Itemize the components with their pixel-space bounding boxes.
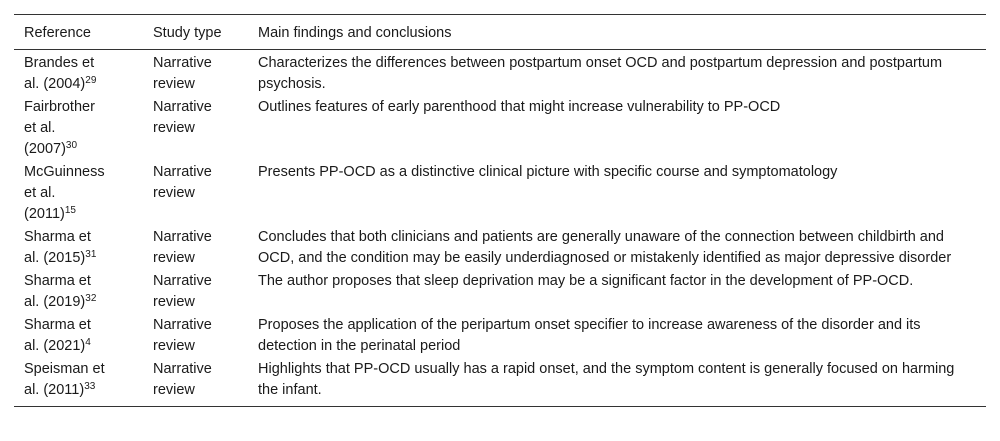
cell-reference	[14, 314, 143, 358]
citation-number: 4	[85, 337, 91, 348]
table-row	[14, 96, 986, 161]
citation-number: 29	[85, 75, 97, 86]
reference-text: al. (2011)	[24, 382, 85, 398]
cell-study-type	[143, 161, 248, 226]
reference-text: Sharma et	[24, 273, 91, 289]
reference-text: Sharma et	[24, 317, 91, 333]
cell-study-type	[143, 96, 248, 161]
cell-reference	[14, 96, 143, 161]
cell-findings: Presents PP-OCD as a distinctive clinical picture with specific course and symptomatology	[258, 164, 838, 180]
findings-table-container	[14, 14, 986, 407]
reference-text: et al.	[24, 185, 56, 201]
cell-findings: Concludes that both clinicians and patients are generally unaware of the connection between childbirth and OCD, and the condition may be easily underdiagnosed or mistakenly identified as major depressive disorder	[258, 229, 952, 266]
reference-text: Speisman et	[24, 361, 105, 377]
table-row	[14, 226, 986, 270]
reference-text: Sharma et	[24, 229, 91, 245]
study-type-text: review	[153, 120, 195, 136]
reference-text: al. (2019)	[24, 294, 86, 310]
reference-text: (2011)	[24, 206, 65, 222]
cell-study-type	[143, 226, 248, 270]
cell-reference	[14, 358, 143, 407]
findings-table	[14, 14, 986, 407]
reference-text: et al.	[24, 120, 56, 136]
study-type-text: Narrative	[153, 99, 212, 115]
citation-number: 31	[85, 249, 97, 260]
study-type-text: review	[153, 338, 195, 354]
header-findings: Main findings and conclusions	[258, 25, 452, 41]
citation-number: 32	[85, 293, 97, 304]
cell-study-type	[143, 314, 248, 358]
study-type-text: Narrative	[153, 273, 212, 289]
cell-study-type	[143, 358, 248, 407]
table-row	[14, 161, 986, 226]
cell-reference	[14, 270, 143, 314]
citation-number: 15	[64, 205, 76, 216]
cell-reference	[14, 226, 143, 270]
reference-text: al. (2015)	[24, 250, 86, 266]
reference-text: McGuinness	[24, 164, 105, 180]
table-row	[14, 50, 986, 97]
table-row	[14, 270, 986, 314]
study-type-text: review	[153, 185, 195, 201]
table-row	[14, 358, 986, 407]
study-type-text: Narrative	[153, 164, 212, 180]
reference-text: (2007)	[24, 141, 66, 157]
citation-number: 30	[65, 140, 78, 151]
study-type-text: Narrative	[153, 229, 212, 245]
citation-number: 33	[84, 381, 96, 392]
reference-text: al. (2021)	[24, 338, 86, 354]
header-study-type: Study type	[153, 25, 222, 41]
reference-text: Fairbrother	[24, 99, 95, 115]
reference-text: al. (2004)	[24, 76, 86, 92]
cell-findings: Highlights that PP-OCD usually has a rapid onset, and the symptom content is generally focused on harming the infant.	[258, 361, 955, 398]
cell-study-type	[143, 270, 248, 314]
cell-findings: Outlines features of early parenthood that might increase vulnerability to PP-OCD	[258, 99, 781, 115]
study-type-text: review	[153, 250, 195, 266]
cell-findings: Proposes the application of the peripartum onset specifier to increase awareness of the disorder and its detection in the perinatal period	[258, 317, 921, 354]
cell-findings: Characterizes the differences between postpartum onset OCD and postpartum depression and postpartum psychosis.	[258, 55, 943, 92]
cell-reference	[14, 161, 143, 226]
study-type-text: Narrative	[153, 55, 212, 71]
reference-text: Brandes et	[24, 55, 95, 71]
cell-study-type	[143, 50, 248, 97]
study-type-text: review	[153, 382, 195, 398]
study-type-text: Narrative	[153, 317, 212, 333]
study-type-text: Narrative	[153, 361, 212, 377]
study-type-text: review	[153, 294, 195, 310]
table-row	[14, 314, 986, 358]
study-type-text: review	[153, 76, 195, 92]
cell-reference	[14, 50, 143, 97]
table-header-row	[14, 15, 986, 50]
cell-findings: The author proposes that sleep deprivation may be a significant factor in the development of PP-OCD.	[258, 273, 914, 289]
header-reference: Reference	[24, 25, 91, 41]
